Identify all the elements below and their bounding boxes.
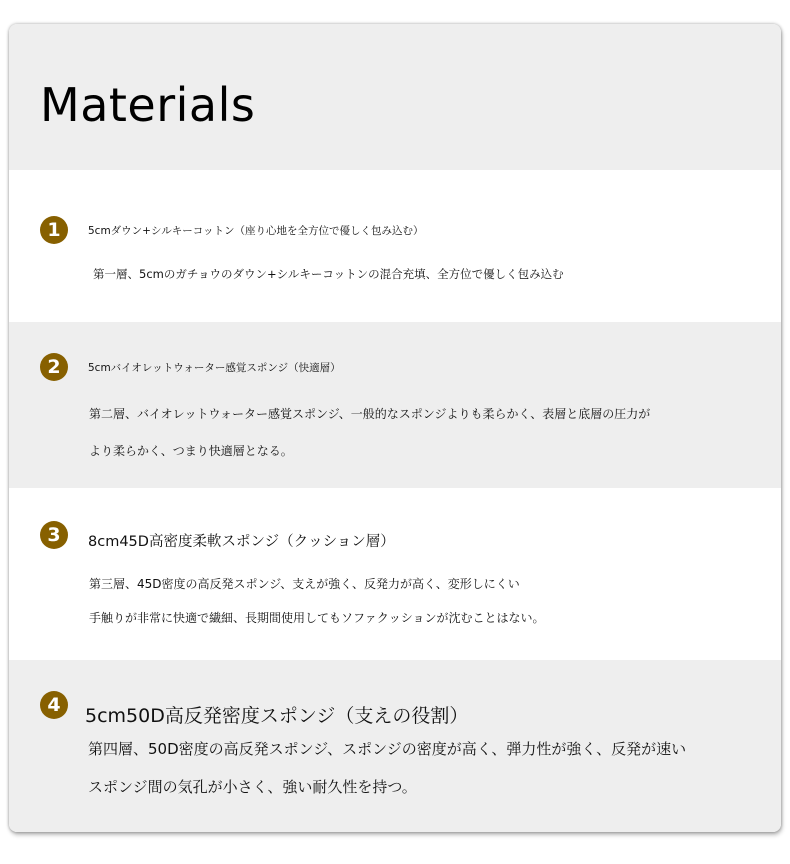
section-1-heading: 5cmダウン+シルキーコットン（座り心地を全方位で優しく包み込む） bbox=[88, 225, 424, 237]
section-3-heading: 8cm45D高密度柔軟スポンジ（クッション層） bbox=[88, 534, 395, 550]
section-4-line-1: 第四層、50D密度の高反発スポンジ、スポンジの密度が高く、弾力性が強く、反発が速い bbox=[88, 740, 687, 758]
section-2-line-2: より柔らかく、つまり快適層となる。 bbox=[89, 444, 293, 458]
section-4 bbox=[9, 660, 781, 832]
section-2-line-1: 第二層、バイオレットウォーター感覚スポンジ、一般的なスポンジよりも柔らかく、表層と底層の圧力が bbox=[89, 407, 651, 421]
section-3 bbox=[9, 488, 781, 660]
page-title: Materials bbox=[40, 78, 256, 132]
number-4-badge: 4 bbox=[40, 691, 68, 719]
section-4-heading: 5cm50D高反発密度スポンジ（支えの役割） bbox=[85, 705, 469, 727]
materials-card bbox=[9, 24, 781, 832]
header-band bbox=[9, 24, 781, 170]
section-2 bbox=[9, 322, 781, 488]
number-1-badge: 1 bbox=[40, 216, 68, 244]
section-1-line-1: 第一層、5cmのガチョウのダウン+シルキーコットンの混合充填、全方位で優しく包み込む bbox=[93, 267, 564, 281]
section-3-line-1: 第三層、45D密度の高反発スポンジ、支えが強く、反発力が高く、変形しにくい bbox=[89, 577, 520, 591]
number-2-badge: 2 bbox=[40, 353, 68, 381]
section-1 bbox=[9, 170, 781, 322]
section-4-line-2: スポンジ間の気孔が小さく、強い耐久性を持つ。 bbox=[88, 778, 417, 796]
section-2-heading: 5cmバイオレットウォーター感覚スポンジ（快適層） bbox=[88, 362, 341, 374]
number-3-badge: 3 bbox=[40, 521, 68, 549]
section-3-line-2: 手触りが非常に快適で繊細、長期間使用してもソファクッションが沈むことはない。 bbox=[89, 611, 545, 625]
